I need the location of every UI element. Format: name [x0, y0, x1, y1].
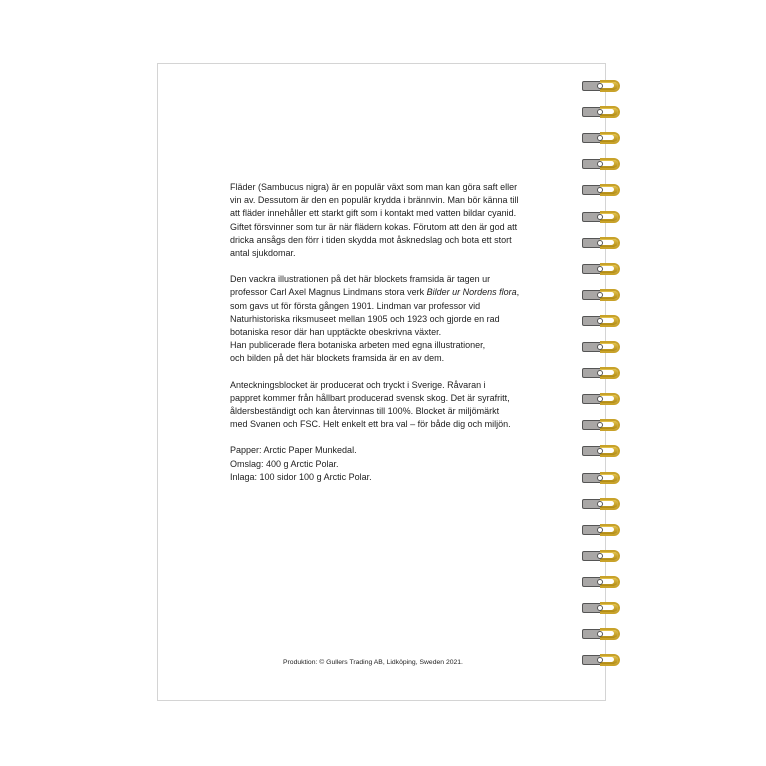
spiral-ring [582, 365, 642, 381]
spiral-ring [582, 626, 642, 642]
text-line: med Svanen och FSC. Helt enkelt ett bra val – för både dig och miljön. [230, 419, 511, 430]
spiral-ring [582, 652, 642, 668]
text-line: att fläder innehåller ett starkt gift som i kontakt med vatten bildar cyanid. [230, 208, 517, 219]
text-line: Anteckningsblocket är producerat och tryckt i Sverige. Råvaran i [230, 379, 486, 390]
paragraph-production [230, 379, 570, 432]
spiral-ring [582, 156, 642, 172]
production-credit: Produktion: © Gullers Trading AB, Lidköping, Sweden 2021. [283, 659, 463, 666]
spiral-ring [582, 548, 642, 564]
spiral-ring [582, 130, 642, 146]
text-line: vin av. Dessutom är den en populär krydda i brännvin. Man bör känna till [230, 195, 519, 206]
spiral-ring [582, 470, 642, 486]
text-line: åldersbeständigt och kan återvinnas till 100%. Blocket är miljömärkt [230, 406, 500, 417]
spiral-ring [582, 574, 642, 590]
text-line: Omslag: 400 g Arctic Polar. [230, 458, 339, 469]
text-line: Naturhistoriska riksmuseet mellan 1905 och 1923 och gjorde en rad [230, 313, 500, 324]
spiral-ring [582, 104, 642, 120]
spiral-ring [582, 235, 642, 251]
paragraph-elder [230, 181, 570, 260]
description-text [230, 181, 570, 497]
text-line: dricka ansågs den förr i tiden skydda mot åsknedslag och bota ett stort [230, 234, 512, 245]
spiral-ring [582, 522, 642, 538]
spiral-ring [582, 209, 642, 225]
text-line: antal sjukdomar. [230, 248, 296, 259]
spiral-ring [582, 78, 642, 94]
spiral-ring [582, 391, 642, 407]
spiral-ring [582, 287, 642, 303]
spiral-ring [582, 443, 642, 459]
spiral-ring [582, 417, 642, 433]
spiral-ring [582, 496, 642, 512]
text-line: Inlaga: 100 sidor 100 g Arctic Polar. [230, 471, 372, 482]
spiral-ring [582, 313, 642, 329]
spiral-ring [582, 182, 642, 198]
text-line: Den vackra illustrationen på det här blockets framsida är tagen ur [230, 274, 491, 285]
text-line: Papper: Arctic Paper Munkedal. [230, 445, 357, 456]
spiral-binding [582, 0, 642, 766]
spiral-ring [582, 339, 642, 355]
paragraph-illustration [230, 273, 570, 365]
book-title: Bilder ur Nordens flora [426, 287, 517, 298]
text-line: botaniska resor där han upptäckte obeskrivna växter. [230, 327, 442, 338]
text-line: Fläder (Sambucus nigra) är en populär växt som man kan göra saft eller [230, 182, 518, 192]
text-line: pappret kommer från hållbart producerad svensk skog. Det är syrafritt, [230, 392, 510, 403]
spiral-ring [582, 600, 642, 616]
paragraph-paper-specs [230, 444, 570, 484]
text-line: professor Carl Axel Magnus Lindmans stora verk Bilder ur Nordens flora, [230, 287, 520, 298]
text-line: Giftet försvinner som tur är när flädern kokas. Förutom att den är god att [230, 221, 518, 232]
text-line: som gavs ut för första gången 1901. Lindman var professor vid [230, 300, 481, 311]
text-line: och bilden på det här blockets framsida är en av dem. [230, 353, 445, 364]
text-line: Han publicerade flera botaniska arbeten med egna illustrationer, [230, 340, 486, 351]
spiral-ring [582, 261, 642, 277]
